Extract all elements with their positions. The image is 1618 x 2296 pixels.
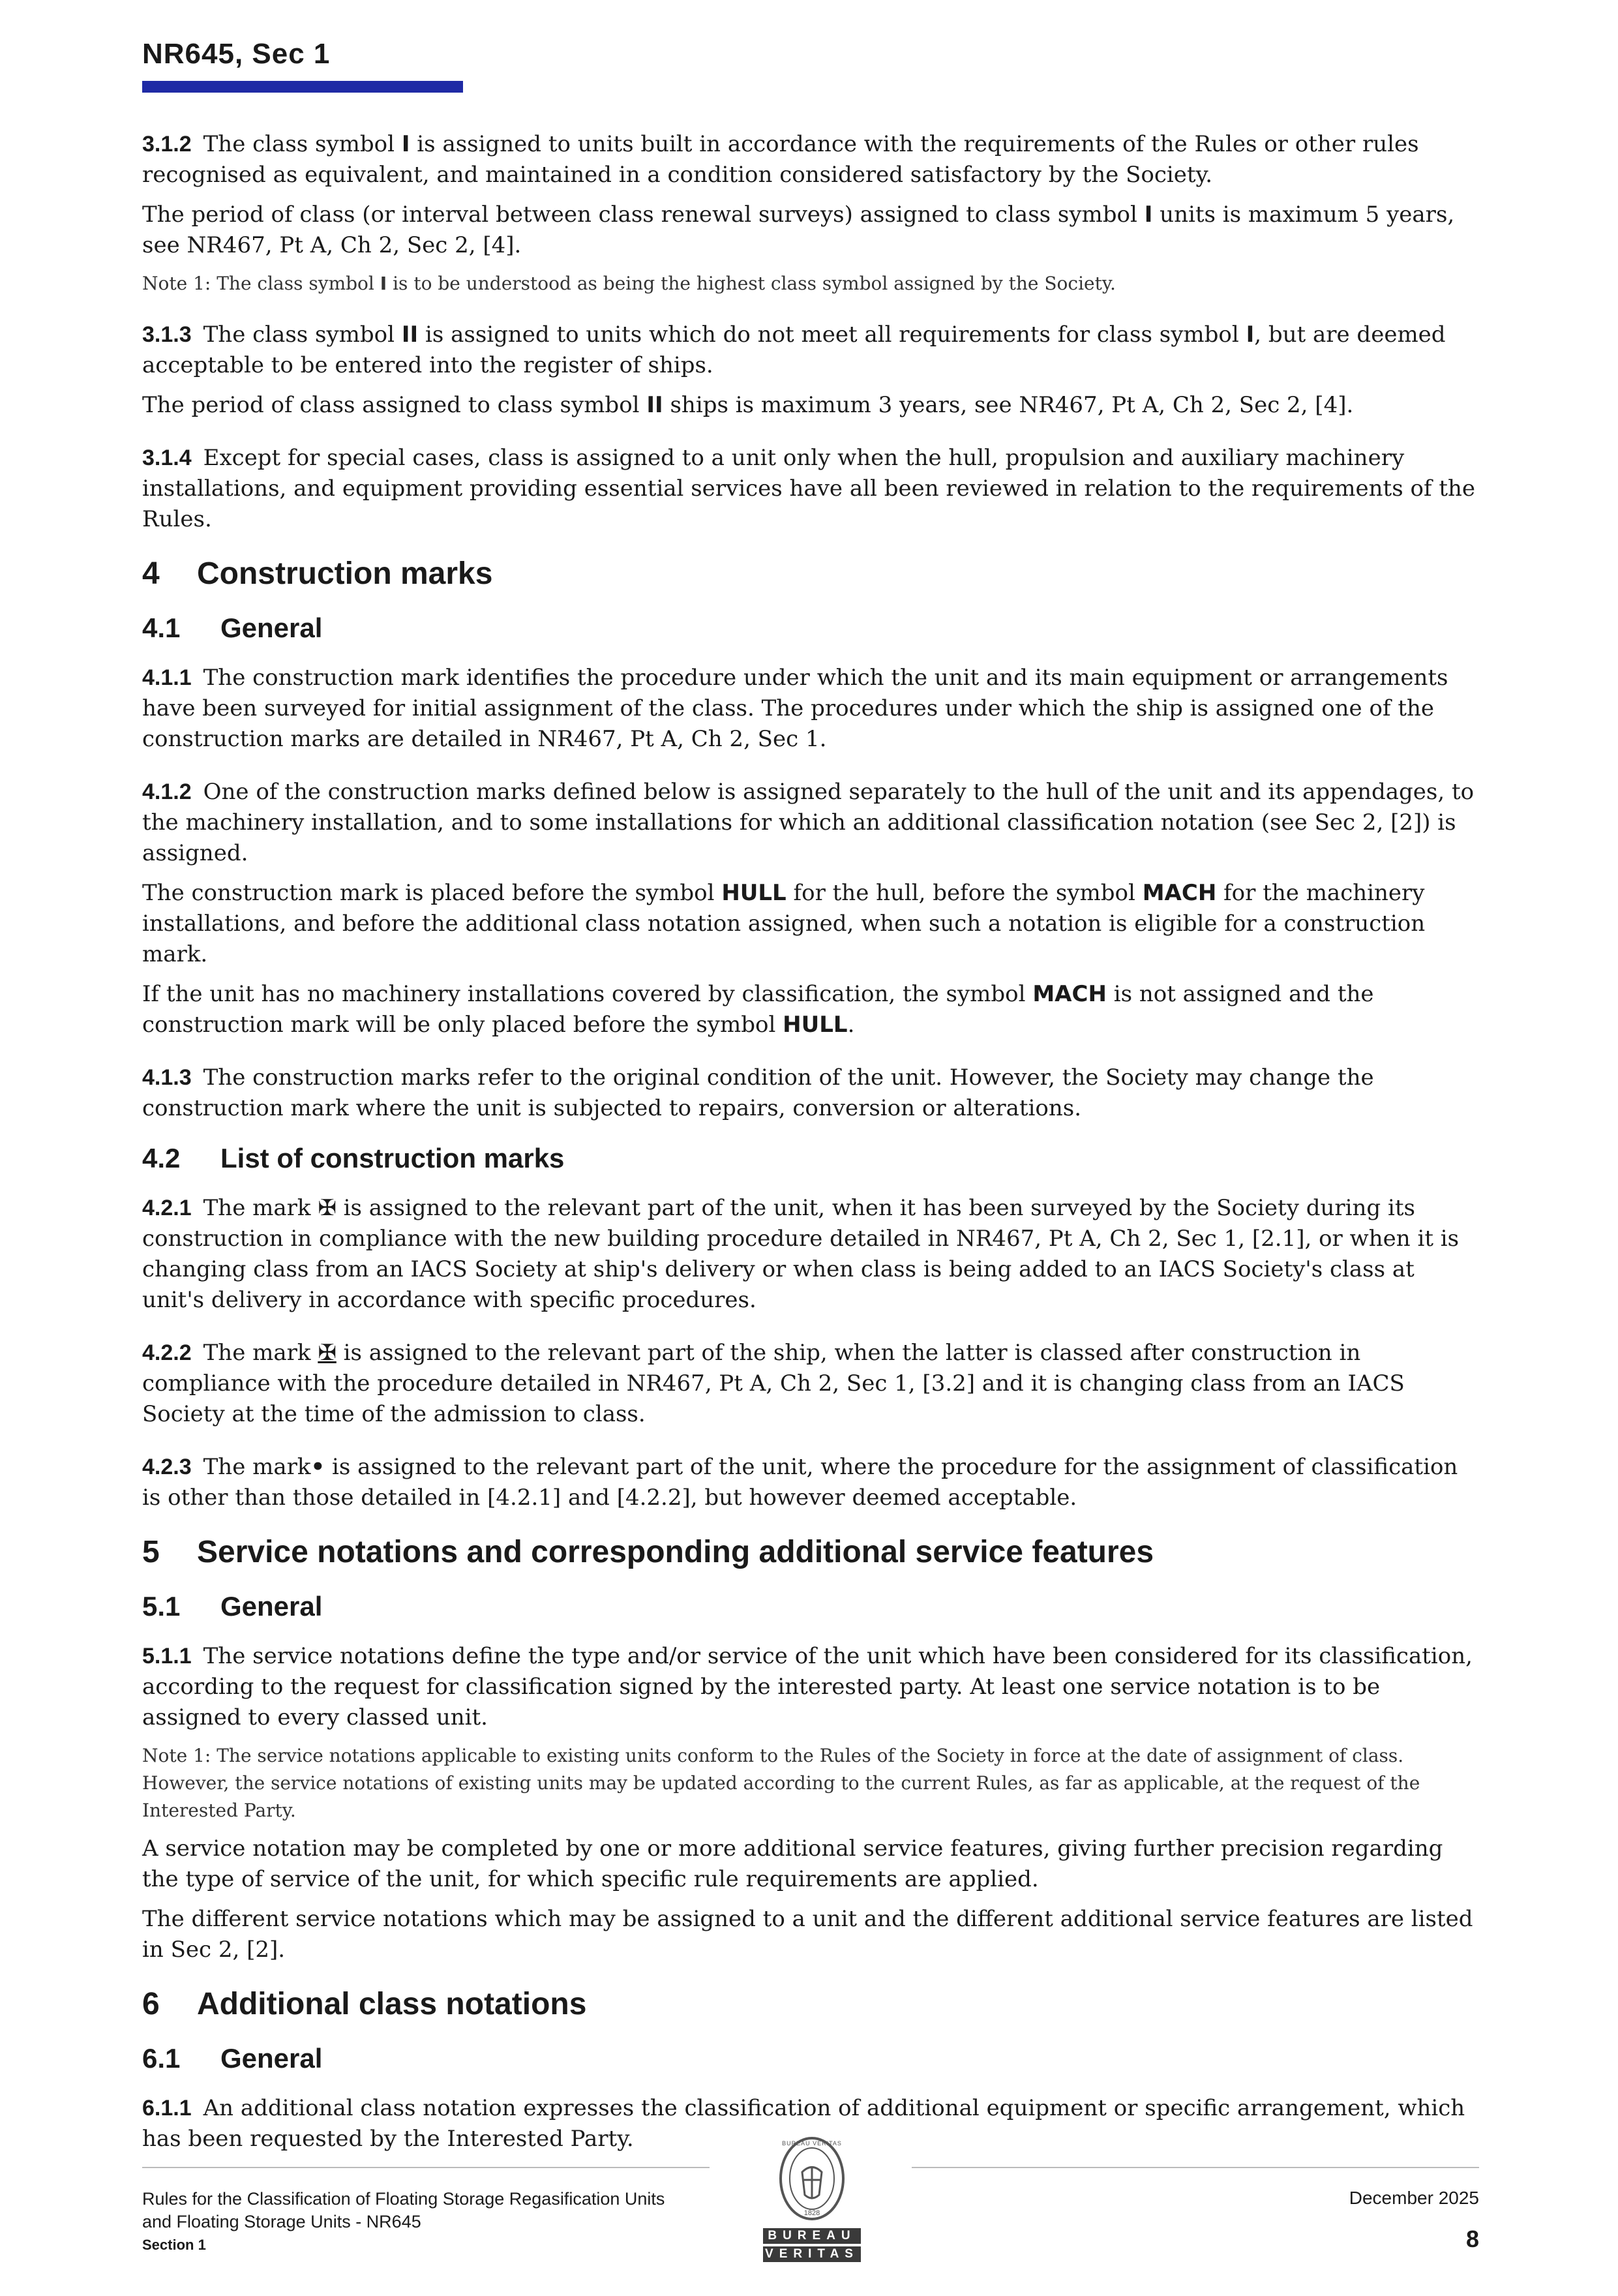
paragraph-3-1-2-period xyxy=(142,200,1479,261)
heading-title: General xyxy=(220,612,323,643)
class-symbol: I xyxy=(401,131,410,157)
text: is assigned to the relevant part of the ship, when the latter is classed after construction in compliance with the procedure detailed in NR467, Pt A, Ch 2, Sec 1, [3.2] and it is changing class from an IACS Society at the time of the admission to class. xyxy=(142,1340,1405,1427)
text: is assigned to the relevant part of the unit, when it has been surveyed by the Society during its construction in compliance with the new building procedure detailed in NR467, Pt A, Ch 2, Sec 1, [2.1], or when it is changing class from an IACS Society at ship's delivery or when class is being added to an IACS Society's class at unit's delivery in accordance with specific procedures. xyxy=(142,1195,1460,1313)
article-number: 3.1.4 xyxy=(142,446,192,470)
text: , but are deemed acceptable to be entered into the register of ships. xyxy=(142,322,1446,378)
text: The period of class (or interval between class renewal surveys) assigned to class symbol xyxy=(142,202,1145,228)
text: is assigned to units built in accordance with the requirements of the Rules or other rules recognised as equivalent, and maintained in a condition considered satisfactory by the Society. xyxy=(142,131,1419,188)
heading-section-6 xyxy=(142,1985,1479,2024)
header-accent-bar xyxy=(142,81,463,93)
class-symbol: I xyxy=(1144,202,1153,228)
heading-title: Construction marks xyxy=(197,556,493,591)
heading-number: 6.1 xyxy=(142,2043,181,2074)
footer-date: December 2025 xyxy=(1349,2188,1479,2208)
text: An additional class notation expresses the classification of additional equipment or specific arrangement, which has been requested by the Interested Party. xyxy=(142,2095,1465,2152)
text: Note 1: The class symbol xyxy=(142,273,380,294)
paragraph-3-1-3 xyxy=(142,320,1479,381)
paragraph-4-2-2 xyxy=(142,1338,1479,1430)
paragraph-5-1-1-list: The different service notations which may be assigned to a unit and the different additional service features are listed in Sec 2, [2]. xyxy=(142,1906,1473,1963)
paragraph-4-1-1 xyxy=(142,663,1479,755)
article-number: 4.1.3 xyxy=(142,1065,192,1090)
logo-word-bureau: BUREAU xyxy=(763,2228,861,2244)
article-number: 3.1.2 xyxy=(142,132,192,157)
bureau-veritas-logo-icon xyxy=(763,2133,861,2263)
paragraph-3-1-4 xyxy=(142,443,1479,535)
logo-year: 1828 xyxy=(803,2209,820,2217)
heading-section-4 xyxy=(142,554,1479,594)
heading-title: General xyxy=(220,2043,323,2074)
bullet-mark-icon: • xyxy=(310,1454,325,1480)
text: The service notations define the type and/or service of the unit which have been considered for its classification, according to the request for classification signed by the interested party. At least one service notation is to be assigned to every classed unit. xyxy=(142,1643,1473,1730)
footer-divider-left xyxy=(142,2167,710,2168)
text: Except for special cases, class is assigned to a unit only when the hull, propulsion and auxiliary machinery installations, and equipment providing essential services have all been reviewed in relation to the requirements of the Rules. xyxy=(142,445,1476,532)
text: ships is maximum 3 years, see NR467, Pt A, Ch 2, Sec 2, [4]. xyxy=(663,392,1354,418)
text: The period of class assigned to class symbol xyxy=(142,392,647,418)
logo-ring-text: BUREAU VERITAS xyxy=(782,2140,842,2147)
article-number: 4.1.1 xyxy=(142,665,192,690)
heading-number: 5.1 xyxy=(142,1591,181,1622)
article-number: 6.1.1 xyxy=(142,2096,192,2121)
paragraph-4-1-3 xyxy=(142,1063,1479,1124)
paragraph-4-2-3 xyxy=(142,1452,1479,1513)
text: for the hull, before the symbol xyxy=(786,880,1143,906)
heading-section-5 xyxy=(142,1533,1479,1572)
heading-number: 4.1 xyxy=(142,612,181,643)
heading-number: 4.2 xyxy=(142,1143,181,1173)
text: is to be understood as being the highest class symbol assigned by the Society. xyxy=(387,273,1116,294)
footer-divider-right xyxy=(912,2167,1479,2168)
paragraph-4-2-1 xyxy=(142,1193,1479,1316)
heading-number: 4 xyxy=(142,556,160,591)
paragraph-5-1-1-features: A service notation may be completed by one or more additional service features, giving further precision regarding the type of service of the unit, for which specific rule requirements are applied. xyxy=(142,1835,1443,1892)
heading-6-1 xyxy=(142,2041,1479,2076)
text: is not assigned and the construction mark will be only placed before the symbol xyxy=(142,981,1374,1038)
paragraph-4-1-2-placement xyxy=(142,878,1479,970)
text: The construction marks refer to the original condition of the unit. However, the Society may change the construction mark where the unit is subjected to repairs, conversion or alterations. xyxy=(142,1065,1374,1121)
text: The mark xyxy=(203,1195,318,1221)
article-number: 4.1.2 xyxy=(142,779,192,804)
heading-5-1 xyxy=(142,1589,1479,1624)
text: The class symbol xyxy=(203,131,402,157)
document-reference: NR645, Sec 1 xyxy=(142,38,331,70)
note-5-1-1: Note 1: The service notations applicable to existing units conform to the Rules of the Society in force at the date of assignment of class. However, the service notations of existing units may be updated according to the current Rules, as far as applicable, at the request of the Interested Party. xyxy=(142,1745,1420,1821)
text: If the unit has no machinery installations covered by classification, the symbol xyxy=(142,981,1033,1007)
paragraph-4-1-2 xyxy=(142,777,1479,869)
footer-title-line-2: and Floating Storage Units - NR645 xyxy=(142,2212,421,2231)
text: The mark xyxy=(203,1340,318,1366)
page-header xyxy=(142,38,330,70)
symbol-hull: HULL xyxy=(721,880,787,906)
paragraph-3-1-3-period xyxy=(142,390,1479,421)
text: . xyxy=(847,1012,855,1038)
heading-number: 6 xyxy=(142,1987,160,2021)
class-symbol: I xyxy=(380,273,387,294)
heading-title: General xyxy=(220,1591,323,1622)
heading-title: Additional class notations xyxy=(197,1987,587,2021)
heading-4-1 xyxy=(142,611,1479,646)
footer-section: Section 1 xyxy=(142,2237,206,2253)
heading-title: Service notations and corresponding additional service features xyxy=(197,1535,1154,1569)
text: The construction mark is placed before the symbol xyxy=(142,880,722,906)
heading-number: 5 xyxy=(142,1535,160,1569)
text: The construction mark identifies the procedure under which the unit and its main equipment or arrangements have been surveyed for initial assignment of the class. The procedures under which the ship is assigned one of the construction marks are detailed in NR467, Pt A, Ch 2, Sec 1. xyxy=(142,665,1448,752)
text: is assigned to the relevant part of the unit, where the procedure for the assignment of classification is other than those detailed in [4.2.1] and [4.2.2], but however deemed acceptable. xyxy=(142,1454,1458,1511)
paragraph-5-1-1 xyxy=(142,1641,1479,1733)
class-symbol: II xyxy=(401,322,419,348)
heading-title: List of construction marks xyxy=(220,1143,565,1173)
footer-title-line-1: Rules for the Classification of Floating Storage Regasification Units xyxy=(142,2189,665,2209)
article-number: 4.2.1 xyxy=(142,1196,192,1220)
article-number: 5.1.1 xyxy=(142,1644,192,1669)
maltese-cross-mark-icon: ✠ xyxy=(318,1195,337,1221)
article-number: 3.1.3 xyxy=(142,322,192,347)
text: One of the construction marks defined below is assigned separately to the hull of the unit and its appendages, to the machinery installation, and to some installations for which an additional classification notation (see Sec 2, [2]) is assigned. xyxy=(142,779,1475,866)
paragraph-4-1-2-no-machinery xyxy=(142,979,1479,1040)
heading-4-2 xyxy=(142,1141,1479,1176)
note-3-1-2 xyxy=(142,270,1479,297)
text: The class symbol xyxy=(203,322,402,348)
symbol-mach: MACH xyxy=(1032,981,1107,1007)
article-number: 4.2.3 xyxy=(142,1455,192,1479)
text: for the machinery installations, and before the additional class notation assigned, when such a notation is eligible for a construction mark. xyxy=(142,880,1426,967)
page-number: 8 xyxy=(1465,2226,1479,2252)
page-body xyxy=(142,129,1479,2164)
paragraph-3-1-2 xyxy=(142,129,1479,190)
footer-document-title xyxy=(142,2188,665,2256)
maltese-cross-underlined-mark-icon: ✠ xyxy=(318,1340,337,1366)
text: The mark xyxy=(203,1454,311,1480)
class-symbol: I xyxy=(1246,322,1255,348)
symbol-mach: MACH xyxy=(1142,880,1217,906)
article-number: 4.2.2 xyxy=(142,1340,192,1365)
logo-word-veritas: VERITAS xyxy=(763,2246,861,2262)
text: is assigned to units which do not meet all requirements for class symbol xyxy=(418,322,1246,348)
symbol-hull: HULL xyxy=(783,1012,848,1038)
text: units is maximum 5 years, see NR467, Pt A, Ch 2, Sec 2, [4]. xyxy=(142,202,1455,258)
class-symbol: II xyxy=(646,392,663,418)
